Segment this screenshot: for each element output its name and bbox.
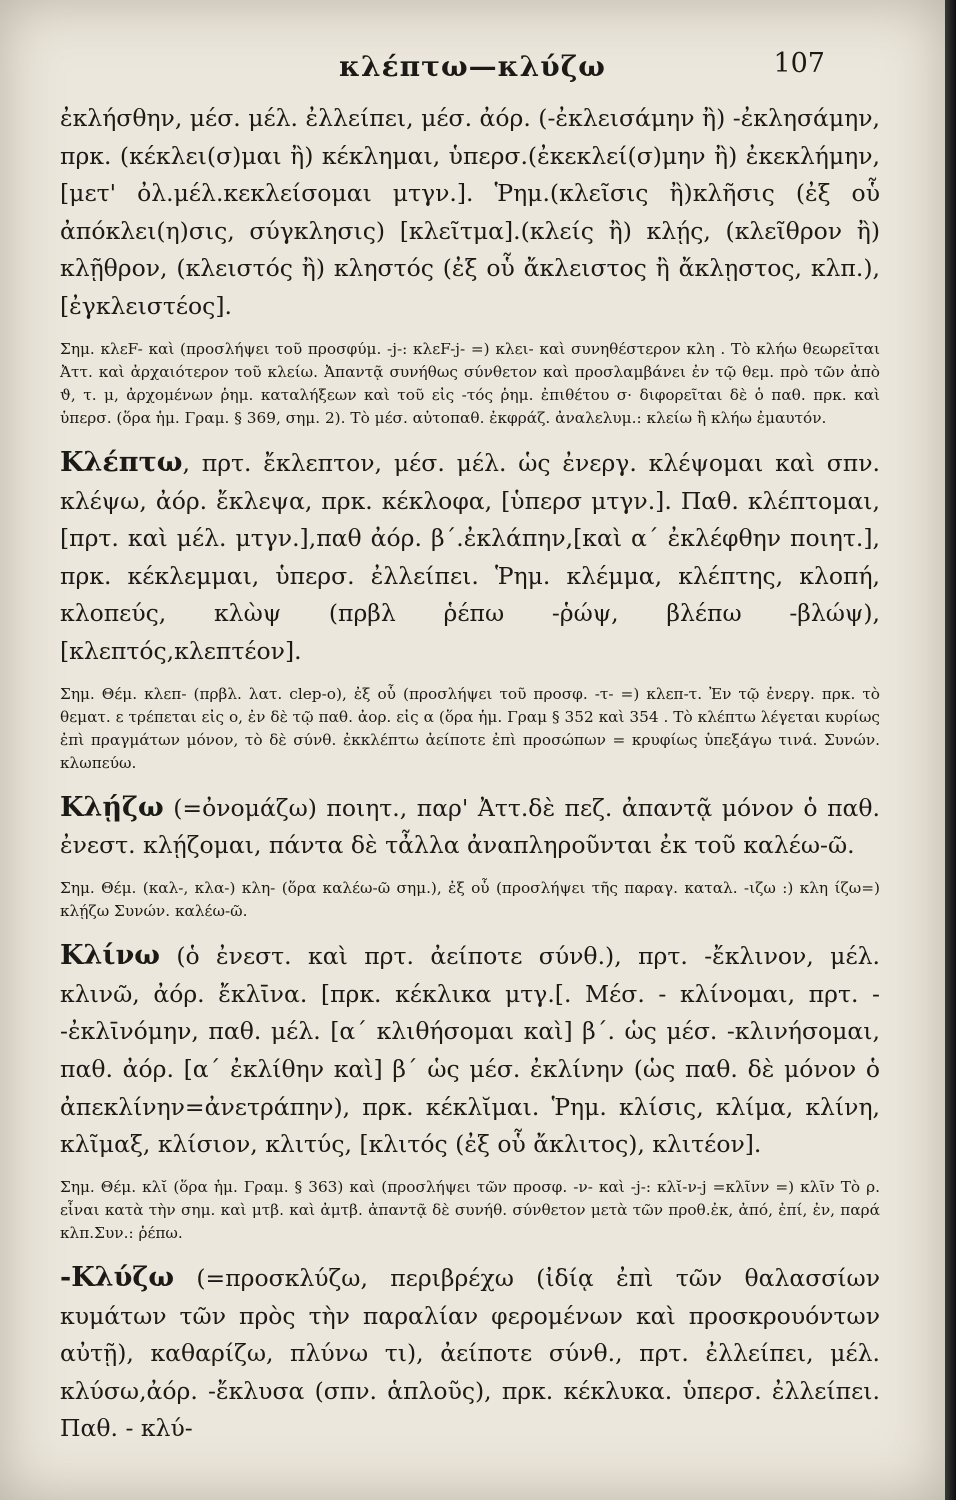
entry-klepto: Κλέπτω, πρτ. ἔκλεπτον, μέσ. μέλ. ὡς ἐνεργ. κλέψομαι καὶ σπν. κλέψω, ἀόρ. ἔκλεψα, πρκ. κέκλοφα, [ὑπερσ μτγν.]. Παθ. κλέπτομαι, [πρτ. καὶ μέλ. μτγν.],παθ ἀόρ. β΄.ἐκλάπην,[καὶ α΄ ἐκλέφθην ποιητ.], πρκ. κέκλεμμαι, ὑπερσ. ἐλλείπει. Ῥημ. κλέμμα, κλέπτης, κλοπή, κλοπεύς, κλὼψ (πρβλ ῥέπω -ῥώψ, βλέπω -βλώψ), [κλεπτός,κλεπτέον].: [60, 446, 880, 665]
entry-klino: Κλίνω (ὁ ἐνεστ. καὶ πρτ. ἀείποτε σύνθ.), πρτ. -ἔκλινον, μέλ. κλινῶ, ἀόρ. ἔκλῑνα. [πρκ. κέκλικα μτγ.[. Μέσ. - κλίνομαι, πρτ. - -ἐκλῑνόμην, παθ. μέλ. [α΄ κλιθήσομαι καὶ] β΄. ὡς μέσ. -κλινήσομαι, παθ. ἀόρ. [α΄ ἐκλίθην καὶ] β΄ ὡς μέσ. ἐκλίνην (ὡς παθ. δὲ μόνον ὁ ἀπεκλίνην=ἀνετράπην), πρκ. κέκλῐμαι. Ῥημ. κλίσις, κλίμα, κλίνη, κλῖμαξ, κλίσιον, κλιτύς, [κλιτός (ἐξ οὗ ἄκλιτος), κλιτέον].: [60, 940, 880, 1159]
entry-kleizo: Κλῄζω (=ὀνομάζω) ποιητ., παρ' Ἀττ.δὲ πεζ. ἀπαντᾷ μόνον ὁ παθ. ἐνεστ. κλῄζομαι, πάντα δὲ τἆλλα ἀναπληροῦνται ἐκ τοῦ καλέω-ῶ.: [60, 791, 880, 860]
note-kleizo: Σημ. Θέμ. (καλ-, κλα-) κλη- (ὅρα καλέω-ῶ σημ.), ἐξ οὗ (προσλήψει τῆς παραγ. καταλ. -ιζω :) κλη ίζω=) κλῄζω Συνών. καλέω-ῶ.: [60, 879, 880, 921]
running-head: κλέπτω—κλύζω: [339, 50, 606, 83]
note-klino: Σημ. Θέμ. κλῐ (ὅρα ἡμ. Γραμ. § 363) καὶ (προσλήψει τῶν προσφ. -ν- καὶ -j-: κλῐ-ν-j =κλῖνν =) κλῖν Τὸ ρ. εἶναι κατὰ τὴν σημ. καὶ μτβ. καὶ ἀμτβ. ἀπαντᾷ δὲ συνήθ. σύνθετον μετὰ τῶν προθ.ἐκ, ἀπό, ἐπί, ἐν, παρά κλπ.Συν.: ῥέπω.: [60, 1177, 880, 1242]
page-number: 107: [773, 48, 825, 79]
note-klepto: Σημ. Θέμ. κλεπ- (πρβλ. λατ. clep-o), ἐξ οὗ (προσλήψει τοῦ προσφ. -τ- =) κλεπ-τ. Ἐν τῷ ἐνεργ. πρκ. τὸ θεματ. ε τρέπεται εἰς ο, ἐν δὲ τῷ παθ. ἀορ. εἰς α (ὅρα ἡμ. Γραμ § 352 καὶ 354 . Τὸ κλέπτω λέγεται κυρίως ἐπὶ πραγμάτων μόνον, τὸ δὲ σύνθ. ἐκκλέπτω ἀείποτε ἐπὶ προσώπων = κρυφίως ὑπεξάγω τινά. Συνών. κλωπεύω.: [60, 684, 880, 772]
lemma-klyzo: -Κλύζω: [60, 1262, 175, 1294]
note-kleio: Σημ. κλεF- καὶ (προσλήψει τοῦ προσφύμ. -j-: κλεF-j- =) κλει- καὶ συνηθέστερον κλη . Τὸ κλήω θεωρεῖται Ἀττ. καὶ ἀρχαιότερον τοῦ κλείω. Ἀπαντᾷ συνήθως σύνθετον καὶ προσλαμβάνει ἐν τῷ θεμ. πρὸ τῶν ἀπὸ ϑ, τ. μ, ἀρχομένων ῥημ. καταλήξεων καὶ τοῦ εἰς -τός ῥημ. ἐπιθέτου σ· διφορεῖται δὲ ὁ παθ. πρκ. καὶ ὑπερσ. (ὅρα ἡμ. Γραμ. § 369, σημ. 2). Τὸ μέσ. αὐτοπαθ. ἐκφράζ. ἀναλελυμ.: κλείω ἢ κλήω ἐμαυτόν.: [60, 339, 880, 427]
page-edge-shadow: [945, 0, 956, 1500]
entry-klyzo: -Κλύζω (=προσκλύζω, περιβρέχω (ἰδίᾳ ἐπὶ τῶν θαλασσίων κυμάτων τῶν πρὸς τὴν παραλίαν φερομένων καὶ προσκρουόντων αὐτῇ), καθαρίζω, πλύνω τι), ἀείποτε σύνθ., πρτ. ἐλλείπει, μέλ. κλύσω,ἀόρ. -ἔκλυσα (σπν. ἁπλοῦς), πρκ. κέκλυκα. ὑπερσ. ἐλλείπει. Παθ. - κλύ-: [60, 1262, 880, 1443]
body-text: [60, 100, 880, 1448]
page-header: [0, 48, 945, 88]
lemma-klepto: Κλέπτω: [60, 446, 183, 478]
lemma-klino: Κλίνω: [60, 940, 160, 972]
lemma-kleizo: Κλῄζω: [60, 791, 164, 823]
entry-kleio-continuation: ἐκλήσθην, μέσ. μέλ. ἐλλείπει, μέσ. ἀόρ. (-ἐκλεισάμην ἢ) -ἐκλησάμην, πρκ. (κέκλει(σ)μαι ἢ) κέκλημαι, ὑπερσ.(ἐκεκλεί(σ)μην ἢ) ἐκεκλήμην,[μετ' ὀλ.μέλ.κεκλείσομαι μτγν.]. Ῥημ.(κλεῖσις ἢ)κλῆσις (ἐξ οὗ ἀπόκλει(η)σις, σύγκλησις) [κλεῖτμα].(κλείς ἢ) κλῄς, (κλεῖθρον ἢ) κλῇθρον, (κλειστός ἢ) κληστός (ἐξ οὗ ἄκλειστος ἢ ἄκλῃστος, κλπ.),[ἐγκλειστέος].: [60, 104, 880, 320]
